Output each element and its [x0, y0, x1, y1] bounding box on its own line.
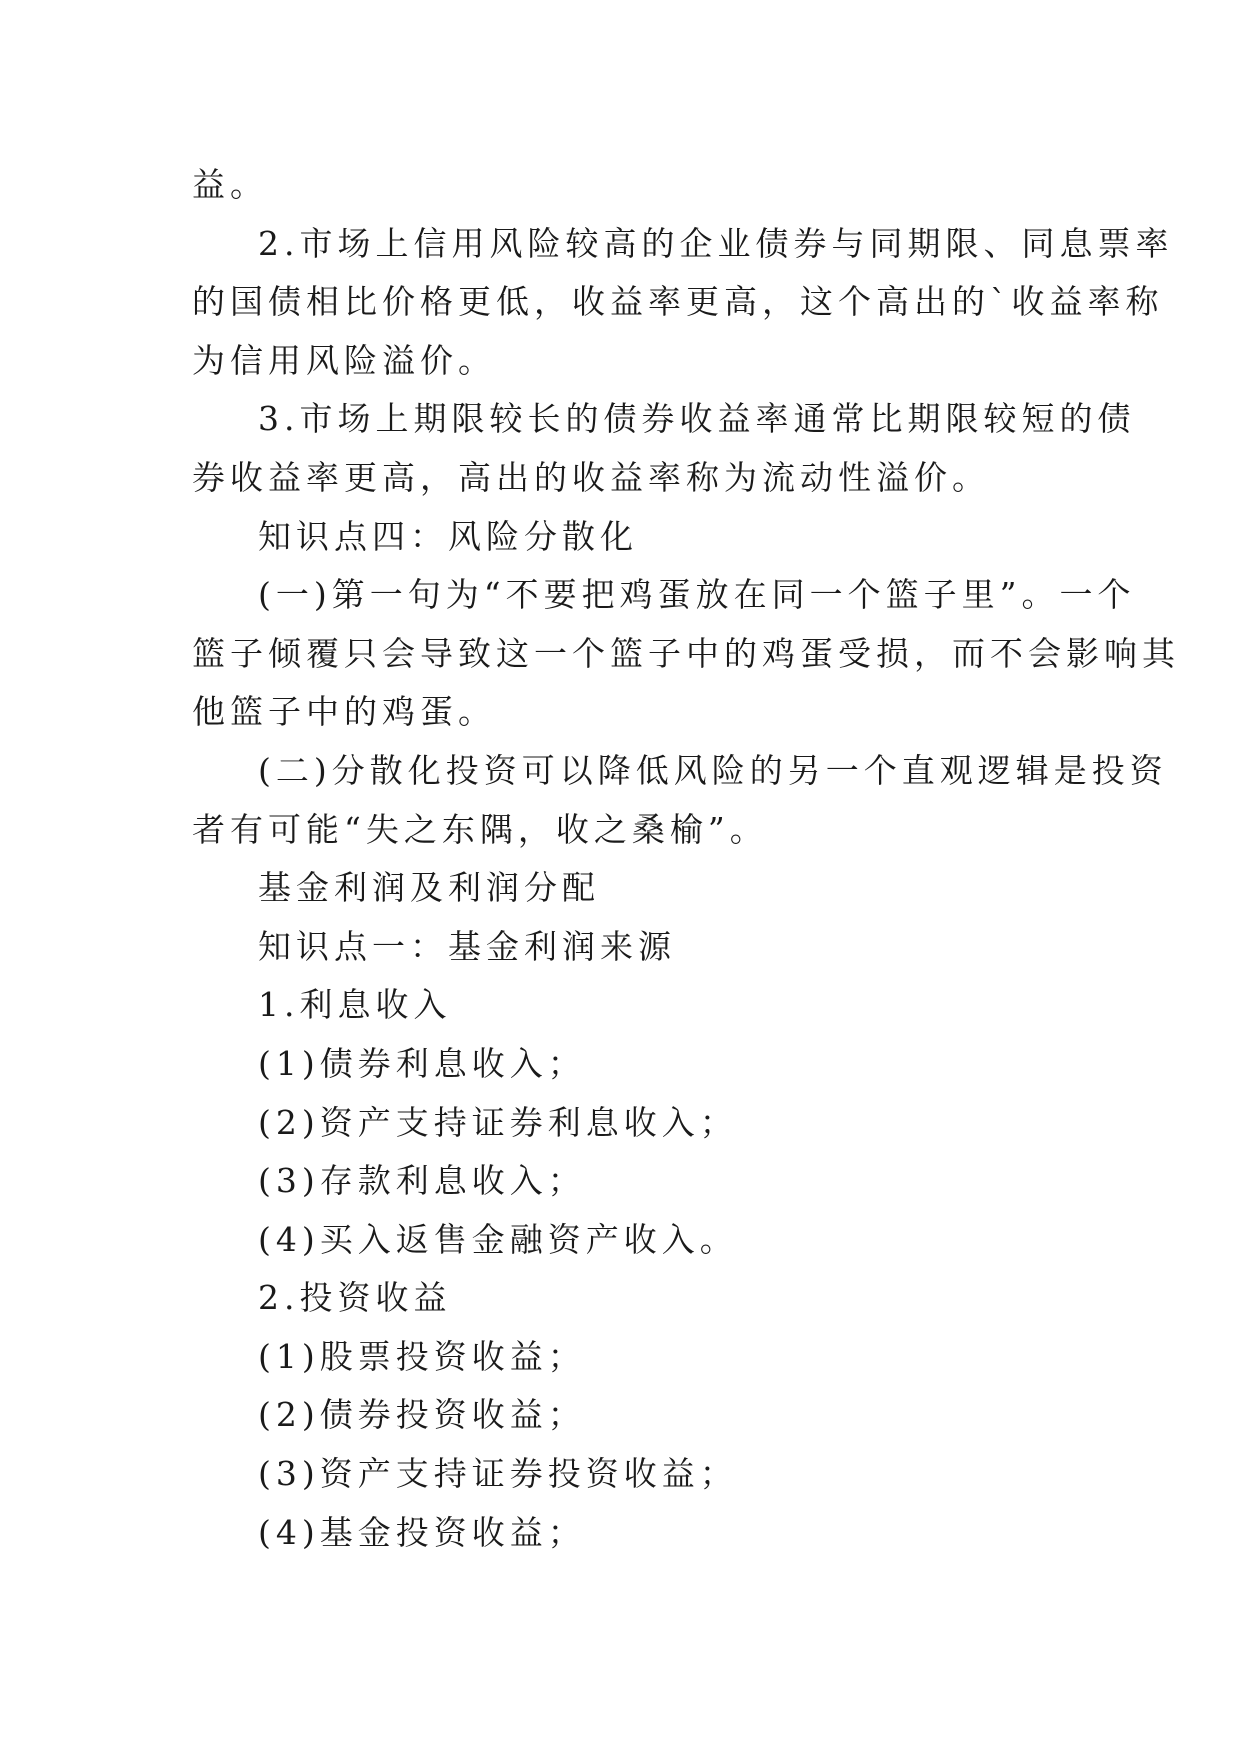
- text-line: 他篮子中的鸡蛋。: [192, 692, 496, 732]
- text-line: 3.市场上期限较长的债券收益率通常比期限较短的债: [258, 399, 1136, 439]
- text-line: 益。: [192, 165, 268, 204]
- list-item: (2)债券投资收益；: [258, 1395, 586, 1435]
- list-item: (3)资产支持证券投资收益；: [258, 1454, 738, 1494]
- text-line: 为信用风险溢价。: [192, 340, 496, 380]
- document-body: [192, 156, 1180, 1562]
- text-line: 者有可能“失之东隅，收之桑榆”。: [192, 809, 768, 849]
- list-heading: 2.投资收益: [258, 1278, 452, 1318]
- text-line: 2.市场上信用风险较高的企业债券与同期限、同息票率: [258, 223, 1174, 263]
- text-line: (一)第一句为“不要把鸡蛋放在同一个篮子里”。一个: [258, 575, 1136, 615]
- text-line: 的国债相比价格更低，收益率更高，这个高出的`收益率称: [192, 282, 1164, 322]
- list-item: (4)基金投资收益；: [258, 1512, 586, 1552]
- list-item: (2)资产支持证券利息收入；: [258, 1102, 738, 1142]
- text-line: (二)分散化投资可以降低风险的另一个直观逻辑是投资: [258, 750, 1168, 790]
- list-item: (1)股票投资收益；: [258, 1336, 586, 1376]
- section-heading: 知识点四：风险分散化: [258, 516, 638, 556]
- text-line: 篮子倾覆只会导致这一个篮子中的鸡蛋受损，而不会影响其: [192, 633, 1180, 673]
- section-heading: 知识点一：基金利润来源: [258, 926, 676, 966]
- list-heading: 1.利息收入: [258, 985, 452, 1025]
- text-line: 券收益率更高，高出的收益率称为流动性溢价。: [192, 457, 990, 497]
- list-item: (3)存款利息收入；: [258, 1161, 586, 1201]
- list-item: (1)债券利息收入；: [258, 1043, 586, 1083]
- chapter-heading: 基金利润及利润分配: [258, 868, 600, 908]
- list-item: (4)买入返售金融资产收入。: [258, 1219, 738, 1259]
